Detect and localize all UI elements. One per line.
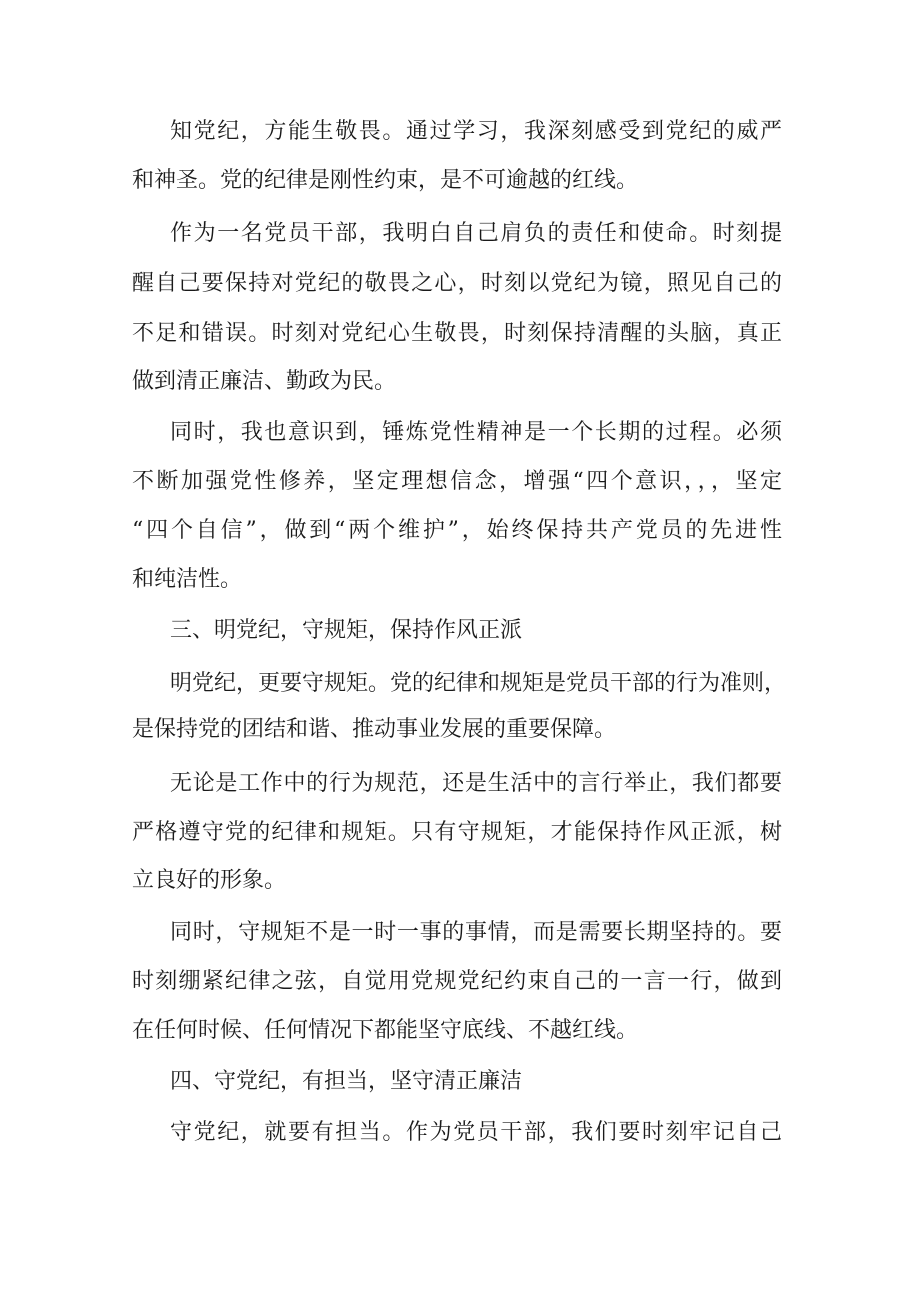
text-line: “四个自信”，做到“两个维护”，始终保持共产党员的先进性	[132, 518, 782, 543]
text-line: 是保持党的团结和谐、推动事业发展的重要保障。	[132, 717, 617, 742]
text-line: 同时，守规矩不是一时一事的事情，而是需要长期坚持的。要	[170, 920, 782, 945]
section-heading: 四、守党纪，有担当，坚守清正廉洁	[170, 1069, 523, 1094]
text-line: 和纯洁性。	[132, 567, 243, 592]
text-line: 严格遵守党的纪律和规矩。只有守规矩，才能保持作风正派，树	[132, 820, 782, 845]
text-line: 同时，我也意识到，锤炼党性精神是一个长期的过程。必须	[170, 420, 782, 445]
text-line: 和神圣。党的纪律是刚性约束，是不可逾越的红线。	[132, 168, 639, 193]
text-line: 作为一名党员干部，我明白自己肩负的责任和使命。时刻提	[170, 221, 782, 246]
text-line: 做到清正廉洁、勤政为民。	[132, 369, 397, 394]
section-heading: 三、明党纪，守规矩，保持作风正派	[170, 618, 523, 643]
text-line: 守党纪，就要有担当。作为党员干部，我们要时刻牢记自己	[170, 1120, 782, 1145]
text-line: 不足和错误。时刻对党纪心生敬畏，时刻保持清醒的头脑，真正	[132, 321, 782, 346]
text-line: 醒自己要保持对党纪的敬畏之心，时刻以党纪为镜，照见自己的	[132, 271, 782, 296]
text-line: 在任何时候、任何情况下都能坚守底线、不越红线。	[132, 1018, 639, 1043]
text-line: 明党纪，更要守规矩。党的纪律和规矩是党员干部的行为准则，	[170, 671, 787, 696]
text-line: 时刻绷紧纪律之弦，自觉用党规党纪约束自己的一言一行，做到	[132, 969, 782, 994]
text-line: 无论是工作中的行为规范，还是生活中的言行举止，我们都要	[170, 771, 782, 796]
text-line: 不断加强党性修养，坚定理想信念，增强“四个意识，，，坚定	[132, 469, 782, 494]
text-line: 立良好的形象。	[132, 868, 287, 893]
text-line: 知党纪，方能生敬畏。通过学习，我深刻感受到党纪的威严	[170, 119, 782, 144]
